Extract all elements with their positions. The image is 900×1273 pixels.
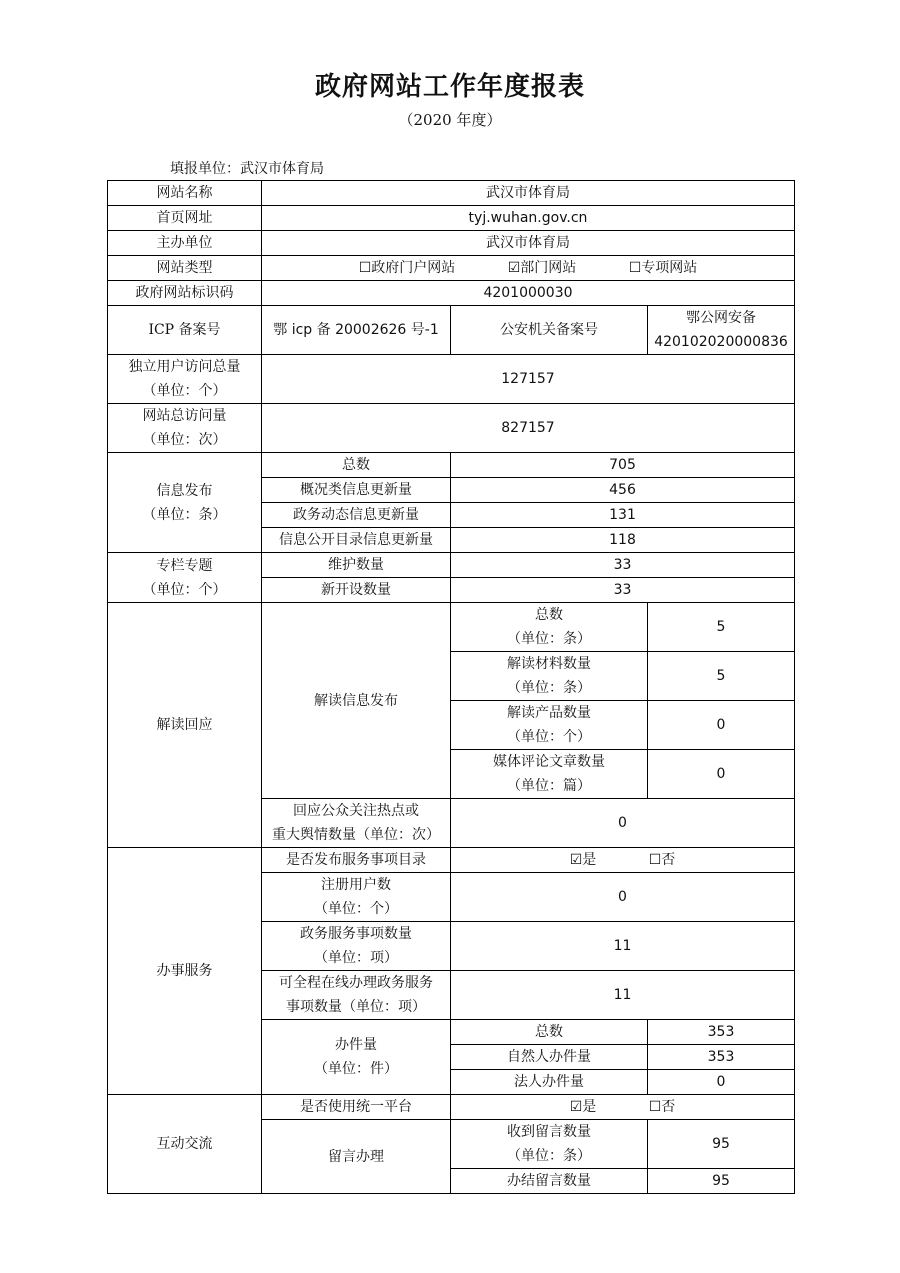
handled-row-label: 总数 (451, 1020, 648, 1045)
host-unit-value: 武汉市体育局 (262, 231, 795, 256)
checkbox-checked-icon: ☑ (569, 852, 583, 868)
info-row-label: 政务动态信息更新量 (262, 503, 451, 528)
registered-users-value: 0 (451, 873, 795, 922)
option-label: 政府门户网站 (371, 260, 456, 276)
table-row (108, 206, 795, 231)
reporting-unit: 填报单位：武汉市体育局 (170, 161, 324, 177)
interpret-publish-label: 解读信息发布 (262, 603, 451, 799)
interpret-row-value: 5 (648, 603, 795, 652)
service-items-value: 11 (451, 922, 795, 971)
homepage-url-value: tyj.wuhan.gov.cn (262, 206, 795, 231)
registered-users-label: 注册用户数 （单位：个） (262, 873, 451, 922)
total-visits-label: 网站总访问量 （单位：次） (108, 404, 262, 453)
messages-done-label: 办结留言数量 (451, 1169, 648, 1194)
messages-received-value: 95 (648, 1120, 795, 1169)
table-row (108, 453, 795, 478)
table-row (108, 1095, 795, 1120)
checkbox-icon: ☐ (628, 260, 642, 276)
unified-platform-options (451, 1095, 795, 1120)
police-record-line-1: 鄂公网安备 (686, 310, 756, 326)
interpret-row-label: 解读材料数量 （单位：条） (451, 652, 648, 701)
total-visits-value: 827157 (262, 404, 795, 453)
info-row-label: 信息公开目录信息更新量 (262, 528, 451, 553)
report-year: （2020 年度） (398, 111, 502, 129)
option-label: 专项网站 (641, 260, 698, 276)
info-publish-label: 信息发布 （单位：条） (108, 453, 262, 553)
table-row (108, 281, 795, 306)
message-handling-label: 留言办理 (262, 1120, 451, 1194)
online-items-label: 可全程在线办理政务服务 事项数量（单位：项） (262, 971, 451, 1020)
interaction-label: 互动交流 (108, 1095, 262, 1194)
site-name-label: 网站名称 (108, 181, 262, 206)
handled-cases-label: 办件量 （单位：件） (262, 1020, 451, 1095)
special-column-label: 专栏专题 （单位：个） (108, 553, 262, 603)
police-record-value (648, 306, 795, 355)
interpret-row-value: 0 (648, 750, 795, 799)
interpret-row-value: 5 (648, 652, 795, 701)
handled-row-label: 法人办件量 (451, 1070, 648, 1095)
table-row (108, 355, 795, 404)
interpret-response-label: 解读回应 (108, 603, 262, 848)
report-table (107, 180, 795, 1194)
info-row-value: 705 (451, 453, 795, 478)
site-type-label: 网站类型 (108, 256, 262, 281)
messages-done-value: 95 (648, 1169, 795, 1194)
online-items-value: 11 (451, 971, 795, 1020)
table-row (108, 306, 795, 355)
page-title: 政府网站工作年度报表 (314, 72, 585, 102)
messages-received-label: 收到留言数量 （单位：条） (451, 1120, 648, 1169)
service-items-label: 政务服务事项数量 （单位：项） (262, 922, 451, 971)
table-row (108, 231, 795, 256)
police-record-label: 公安机关备案号 (451, 306, 648, 355)
interpret-row-label: 总数 （单位：条） (451, 603, 648, 652)
icp-value: 鄂 icp 备 20002626 号-1 (262, 306, 451, 355)
table-row (108, 848, 795, 873)
info-row-value: 118 (451, 528, 795, 553)
checkbox-checked-icon: ☑ (569, 1099, 583, 1115)
option-label: 否 (661, 1099, 676, 1115)
info-row-label: 总数 (262, 453, 451, 478)
column-row-label: 维护数量 (262, 553, 451, 578)
column-row-value: 33 (451, 578, 795, 603)
info-row-value: 131 (451, 503, 795, 528)
site-type-options (262, 256, 795, 281)
column-row-value: 33 (451, 553, 795, 578)
response-label: 回应公众关注热点或 重大舆情数量（单位：次） (262, 799, 451, 848)
icp-label: ICP 备案号 (108, 306, 262, 355)
column-row-label: 新开设数量 (262, 578, 451, 603)
handled-row-label: 自然人办件量 (451, 1045, 648, 1070)
option-label: 是 (582, 1099, 597, 1115)
info-row-label: 概况类信息更新量 (262, 478, 451, 503)
interpret-row-value: 0 (648, 701, 795, 750)
table-row (108, 553, 795, 578)
handled-row-value: 353 (648, 1020, 795, 1045)
option-label: 部门网站 (520, 260, 577, 276)
service-label: 办事服务 (108, 848, 262, 1095)
checkbox-icon: ☐ (648, 852, 662, 868)
unified-platform-label: 是否使用统一平台 (262, 1095, 451, 1120)
homepage-url-label: 首页网址 (108, 206, 262, 231)
table-row (108, 404, 795, 453)
unique-visitors-label: 独立用户访问总量 （单位：个） (108, 355, 262, 404)
site-name-value: 武汉市体育局 (262, 181, 795, 206)
checkbox-checked-icon: ☑ (507, 260, 521, 276)
service-catalog-label: 是否发布服务事项目录 (262, 848, 451, 873)
table-row (108, 603, 795, 652)
handled-row-value: 353 (648, 1045, 795, 1070)
unique-visitors-value: 127157 (262, 355, 795, 404)
host-unit-label: 主办单位 (108, 231, 262, 256)
info-row-value: 456 (451, 478, 795, 503)
response-value: 0 (451, 799, 795, 848)
checkbox-icon: ☐ (358, 260, 372, 276)
service-catalog-options (451, 848, 795, 873)
site-code-value: 4201000030 (262, 281, 795, 306)
handled-row-value: 0 (648, 1070, 795, 1095)
option-label: 否 (661, 852, 676, 868)
interpret-row-label: 解读产品数量 （单位：个） (451, 701, 648, 750)
option-label: 是 (582, 852, 597, 868)
interpret-row-label: 媒体评论文章数量 （单位：篇） (451, 750, 648, 799)
police-record-line-2: 420102020000836 (654, 334, 788, 350)
table-row (108, 256, 795, 281)
checkbox-icon: ☐ (648, 1099, 662, 1115)
site-code-label: 政府网站标识码 (108, 281, 262, 306)
table-row (108, 181, 795, 206)
